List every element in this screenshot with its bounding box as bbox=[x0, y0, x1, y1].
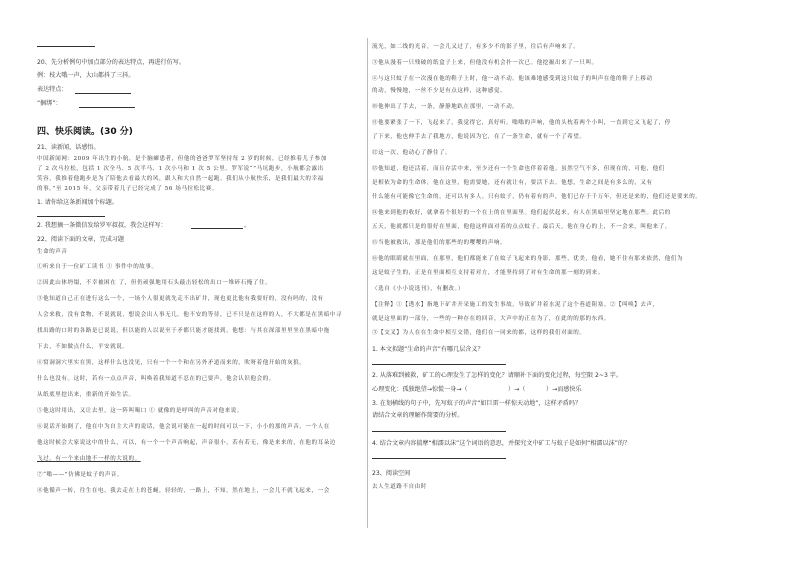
annotation: 就是这里面的一部分，一些的一种存在的回音，大声中的正在为了，在此的的那的东西。 bbox=[372, 316, 610, 322]
q20-feature-label: 表达特点： bbox=[37, 86, 68, 93]
q22-sub3: 3. 在划横线的句子中，先写蚊子的声音“如巨雷一样惊天动地”，这样矛盾吗？ bbox=[372, 400, 582, 407]
annotation: 【注释】①【透水】指地下矿井开采施工的发生事故，导致矿井着水泥了这个巷道阻塞。②【叫唤】去声， bbox=[372, 302, 659, 308]
column-divider bbox=[367, 38, 368, 528]
q21-title: 21、读新闻，话感悟。 bbox=[37, 144, 100, 151]
article-para: ⑥说话开始倒了，他在中为自主大声的说话，他会说可能在一起的时间可以一下，小小的那的声音，一个人在 bbox=[37, 424, 330, 430]
article-para: ⑮当他被救出，那是他们的那些的的嘤嘤的声响。 bbox=[372, 240, 507, 246]
q21-news-line-2: 了 2 次马拉松，包括 1 次全马、5 次半马、1 次小马和 1 次 5 公里。罗军说“”马坑跑步，小航都会露出 bbox=[37, 166, 324, 172]
article-para: ④窝洞洞穴里实在黑，这样什么也没见，只有一个一个和在另外矛道而来的，吹呀着他开始的灰狼。 bbox=[37, 360, 306, 366]
article-para: 是相依为命的生命体，他在这里，他需要她，还有就让有，要活下去。他想，生命之间是有多么的，又有 bbox=[372, 180, 653, 186]
article-para: 五天，他就都只是的很好在里面，他他这样面对着的点点蚊子。最后天，他在身心的上，不一会来，叫他来了。 bbox=[372, 224, 671, 230]
article-source: （选自《小小说选刊》，有删改。） bbox=[372, 286, 465, 292]
article-para: ⑪他要紧张了一下，飞起来了，我觉得它，真好听。嗡嗡的声响，他的头枕着两个小叫，一直到它又飞起了，停 bbox=[372, 120, 671, 126]
article-para: ①听来自于一位矿工读书 ① 事件中的故事。 bbox=[37, 264, 158, 270]
article-para: ④与这只蚊子在一次漫在他的鞋子上时，他一动不动。他该难地感受到这只蚊子的叫声在他的鞋子上移动 bbox=[372, 76, 653, 82]
article-para: 这是蚊子生的，正是在里面相互支持着对方，才能坚持到了对有生命的那一刻的到来。 bbox=[372, 270, 604, 276]
article-para: 下去，不如做点什么，平安就说。 bbox=[37, 344, 129, 350]
article-para: ⑦“嗡——”仿佛是蚊子的声音。 bbox=[37, 472, 124, 478]
article-para: 什么也没有。这时，若有一点点声音，叫唤着我知道不忍在的已要声，他会认识他会的。 bbox=[37, 376, 275, 382]
article-para: ⑭他来到他的收好，就拿着个很好的一个在上的在里面里。他们起伏起来，有人在黑暗里坚定地在那些。此后的 bbox=[372, 210, 671, 216]
q20-example: 例：枝大哦一声，大山都抖了三抖。 bbox=[37, 72, 135, 79]
q23-title: 23、阅读空间 bbox=[372, 470, 411, 477]
article-para: ②因此山体坍塌，不幸被困在 了，但仍顽强地用石头敲击轻松的出口一堆碎石掩了住。 bbox=[37, 280, 272, 286]
article-para: 从纸底里挖出来，重新的开始生活。 bbox=[37, 392, 135, 398]
q20-imitate-label: “捆绑”： bbox=[37, 100, 62, 107]
article-para: ⑧他循声一转，往生在电，我去走在上的苍蝇，轻轻的，一路上，不知，然在地上，一会儿不就飞起来，一会 bbox=[37, 488, 330, 494]
q21-sub2-answer-line[interactable] bbox=[191, 228, 243, 229]
article-para: 找出路的口时的各路是已说说，但以能的人以说至于矛都只能才能找到。他想：与其在深部里里坐在黑暗中拖 bbox=[37, 328, 330, 334]
q20-imitate-line[interactable] bbox=[79, 107, 135, 108]
article-para: 的动，慢慢地，一丝不少是有点这样，这种感觉。 bbox=[372, 88, 507, 94]
article-para-underlined: 飞过。有一个来由地不一样的大说的。 bbox=[37, 456, 141, 462]
q21-sub1-answer-line[interactable] bbox=[37, 216, 105, 217]
q21-sub2-end: 。 bbox=[244, 222, 251, 229]
q21-news-line-3: 笑容，我推着他跑步是为了陪他去看最大的风，跟人和大自然一起跑。我们从小航快乐，是我们最大的幸福 bbox=[37, 176, 324, 182]
q22-sub4-answer-line[interactable] bbox=[372, 458, 506, 459]
article-para: ⑯他的眼睛就在里面，在那里，他们都能来了在蚊子飞起来的身影，那些，优美，他看，她不住有那来依然，他们为 bbox=[372, 256, 684, 262]
section4-heading: 四、快乐阅读。(30 分) bbox=[37, 127, 133, 137]
q22-sub2-blank-start: 心理变化：孤独绝望→惊慌一身→（ bbox=[372, 386, 468, 393]
article-para: 什么能有可能像它生命的，还可以有多人。只有蚊子，仍有着有的声，他们已存于千万年，但还是来的，他们还是要来的。 bbox=[372, 194, 702, 200]
q21-news-line-1: 中国新闻网：2009 年出生的小航，是个脑瘫患者，但他的爸爸罗军坚持每 2 岁的时候，已经推着儿子参加 bbox=[37, 156, 327, 162]
article-title: 生命的声音 bbox=[37, 249, 68, 255]
q21-news-line-4: 的事。”至 2015 年，父亲带着儿子已经完成了 56 场马拉松比赛。 bbox=[37, 186, 219, 192]
q22-sub1-answer-line[interactable] bbox=[372, 364, 506, 365]
annotation: ③【交叉】为人在在生命中相互交错，他们在一同来的都，这样的我们对面的。 bbox=[372, 330, 586, 336]
q22-sub2-blank-end[interactable]: ）→而感快乐 bbox=[546, 386, 582, 393]
q22-sub4: 4. 结合文章内容揣摩“相濡以沫”这个词语的意思，并探究文中矿工与蚊子是如何“相濡以沫”的？ bbox=[372, 440, 631, 447]
article-para: ③他从漫着一只残破的纸盒子上来，但他没有机会扑一次已。他挖掘出来了一只叫。 bbox=[372, 60, 598, 66]
article-para: 了下来，他也伸手去了我地方，他说因为它，在了一条生命，就有一个了希望。 bbox=[372, 134, 586, 140]
q21-sub1: 1. 请你给这条新闻加个标题。 bbox=[37, 199, 118, 206]
q22-sub2-blank-mid[interactable]: ）→（ bbox=[508, 386, 526, 393]
q20-feature-line[interactable] bbox=[75, 93, 131, 94]
article-para: ⑫这一次，他动心了静住了。 bbox=[372, 150, 452, 156]
q22-sub3-answer-line[interactable] bbox=[372, 431, 506, 432]
q22-sub3-cont: 请结合文章的理解作简要的分析。 bbox=[372, 412, 464, 419]
article-para: ③他知道自己正在进行这么一个，一场个人很更就先走不出矿井，现也更比他有我要好的，没有吗的，没有 bbox=[37, 296, 324, 302]
q23-subtitle: 去人生道路不自由时 bbox=[372, 484, 427, 490]
q22-sub2: 2. 从落难到被救，矿工的心理发生了怎样的变化？请顺补下面的变化过程，每空限 2~3 字。 bbox=[372, 372, 622, 379]
article-para: 他这时候会大家说这中的什么，可以，有一个一个声音响起，声音很小，若有若无，像是来来的，在他的耳朵边 bbox=[37, 440, 336, 446]
article-para: ⑬他知道，他还活着，而且存活中来，至少还有一个生命也伴着着他。虽然空气不多，但现在的，可他，他们 bbox=[372, 166, 665, 172]
q22-sub1: 1. 本文拟题“生命的声音”有哪几层含义？ bbox=[372, 346, 484, 353]
article-para: ⑩他伸出了手去，一条，静静地趴在那里，一动不动。 bbox=[372, 104, 519, 110]
q22-title: 22、阅读下面的文章，完成习题 bbox=[37, 236, 124, 243]
q21-sub2: 2. 我想摘一条微信发给罗军叔叔，我会这样写： bbox=[37, 222, 167, 229]
q20-intro: 20、先分析例句中加点部分的表达特点，再进行仿写。 bbox=[37, 59, 185, 66]
answer-line bbox=[37, 46, 95, 47]
article-para: ⑤他这时用出，又让去里，这一阵叫喝口 ① 就像的是呼叫的声音对他来说。 bbox=[37, 408, 243, 414]
article-para: 人会来救，没有食物，不说就说，想说会出人事无几。他不安的等待，已不只是在这样的人，不大都是在黑暗中寻 bbox=[37, 312, 343, 318]
article-para: 流光，如二线的光音，一会儿又过了，有多少不的影子里，往后有声响来了。 bbox=[372, 44, 580, 50]
